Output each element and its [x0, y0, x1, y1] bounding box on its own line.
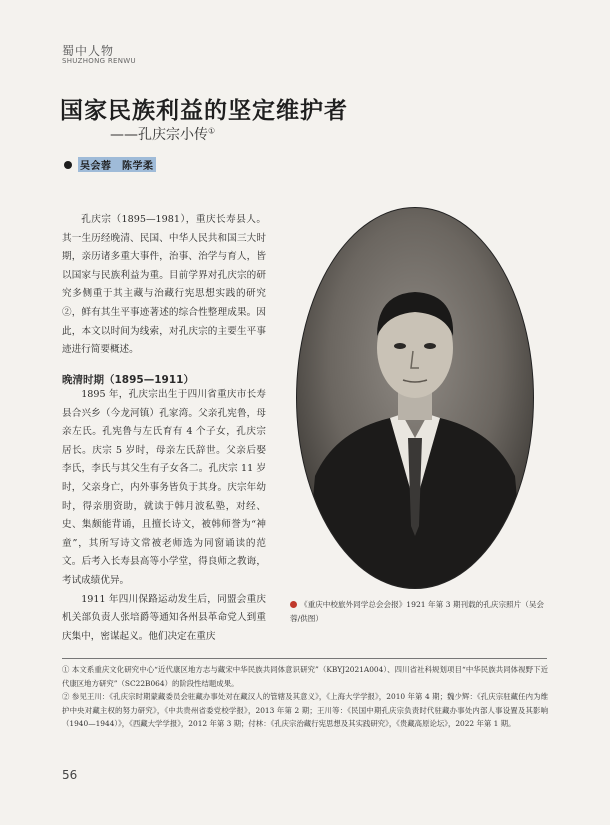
caption-bullet-icon [290, 601, 297, 608]
byline [64, 157, 156, 172]
bullet-icon [64, 161, 72, 169]
authors: 吴会蓉 陈学柔 [78, 157, 156, 172]
intro-paragraph: 孔庆宗（1895—1981），重庆长寿县人。其一生历经晚清、民国、中华人民共和国三大时期，亲历诸多重大事件，治事、治学与育人，皆以国家与民族利益为重。目前学界对孔庆宗的研究多侧重于其主藏与治藏行宪思想实践的研究②，鲜有其生平事迹著述的综合性整理成果。因此，本文以时间为线索，对孔庆宗的主要生平事迹进行简要概述。 [62, 214, 266, 356]
footnotes [62, 663, 548, 731]
subtitle-footnote-mark[interactable]: ① [208, 126, 216, 136]
footnote-item: ① 本文系重庆文化研究中心“近代康区地方志与藏宋中华民族共同体意识研究”（KBYJ2021A004）、四川省社科规划项目“中华民族共同体视野下近代康区地方研究”（SC22B064）的阶段性结题成果。 [62, 665, 548, 688]
article-subtitle [110, 124, 215, 144]
page-number: 56 [62, 768, 78, 782]
section-heading: 晚清时期（1895—1911） [62, 374, 194, 386]
photo-caption-text: 《重庆中校旅外同学总会会报》1921 年第 3 期刊载的孔庆宗照片（吴会蓉/供图） [290, 600, 545, 623]
section-label: 蜀中人物 [62, 44, 115, 58]
intro-text [62, 211, 266, 360]
section-label-en: SHUZHONG RENWU [62, 57, 136, 65]
portrait-photo [295, 206, 535, 590]
photo-caption [290, 598, 552, 626]
subtitle-text: ——孔庆宗小传 [110, 127, 208, 143]
footnote-item: ② 参见王川：《孔庆宗时期蒙藏委员会驻藏办事处对在藏汉人的管辖及其意义》，《上海大学学报》，2010 年第 4 期；魏少辉：《孔庆宗驻藏任内为维护中央对藏主权的努力研究》，《中共贵州省委党校学报》，2013 年第 2 期；王川等：《民国中期孔庆宗负责时代驻藏办事处内部人事设置及其影响（1940—1944）》，《西藏大学学报》，2012 年第 3 期；付林：《孔庆宗治藏行宪思想及其实践研究》，《贵藏高原论坛》，2022 年第 1 期。 [62, 692, 548, 729]
body-paragraph: 1895 年，孔庆宗出生于四川省重庆市长寿县合兴乡（今龙河镇）孔家湾。父亲孔宪鲁，母亲左氏。孔宪鲁与左氏育有 4 个子女，孔庆宗居长。庆宗 5 岁时，母亲左氏辞世。父亲后娶李氏，李氏与其父生有子女各二。孔庆宗 11 岁时，父亲身亡，内外事务皆负于其身。庆宗年幼时，得亲朋资助，就读于韩月波私塾，对经、史、集颇能背诵，且擅长诗文，被韩师誉为“神童”，其所写诗文常被老师选为同窗诵读的范文。后考入长寿县高等小学堂，得良师之教诲，考试成绩优异。 [62, 389, 266, 586]
body-text [62, 386, 266, 646]
footnote-divider [62, 658, 547, 659]
portrait-image [295, 206, 535, 590]
article-title: 国家民族利益的坚定维护者 [60, 98, 348, 124]
body-paragraph: 1911 年四川保路运动发生后，同盟会重庆机关部负责人张培爵等通知各州县革命党人到重庆集中，密谋起义。他们决定在重庆 [62, 593, 266, 642]
